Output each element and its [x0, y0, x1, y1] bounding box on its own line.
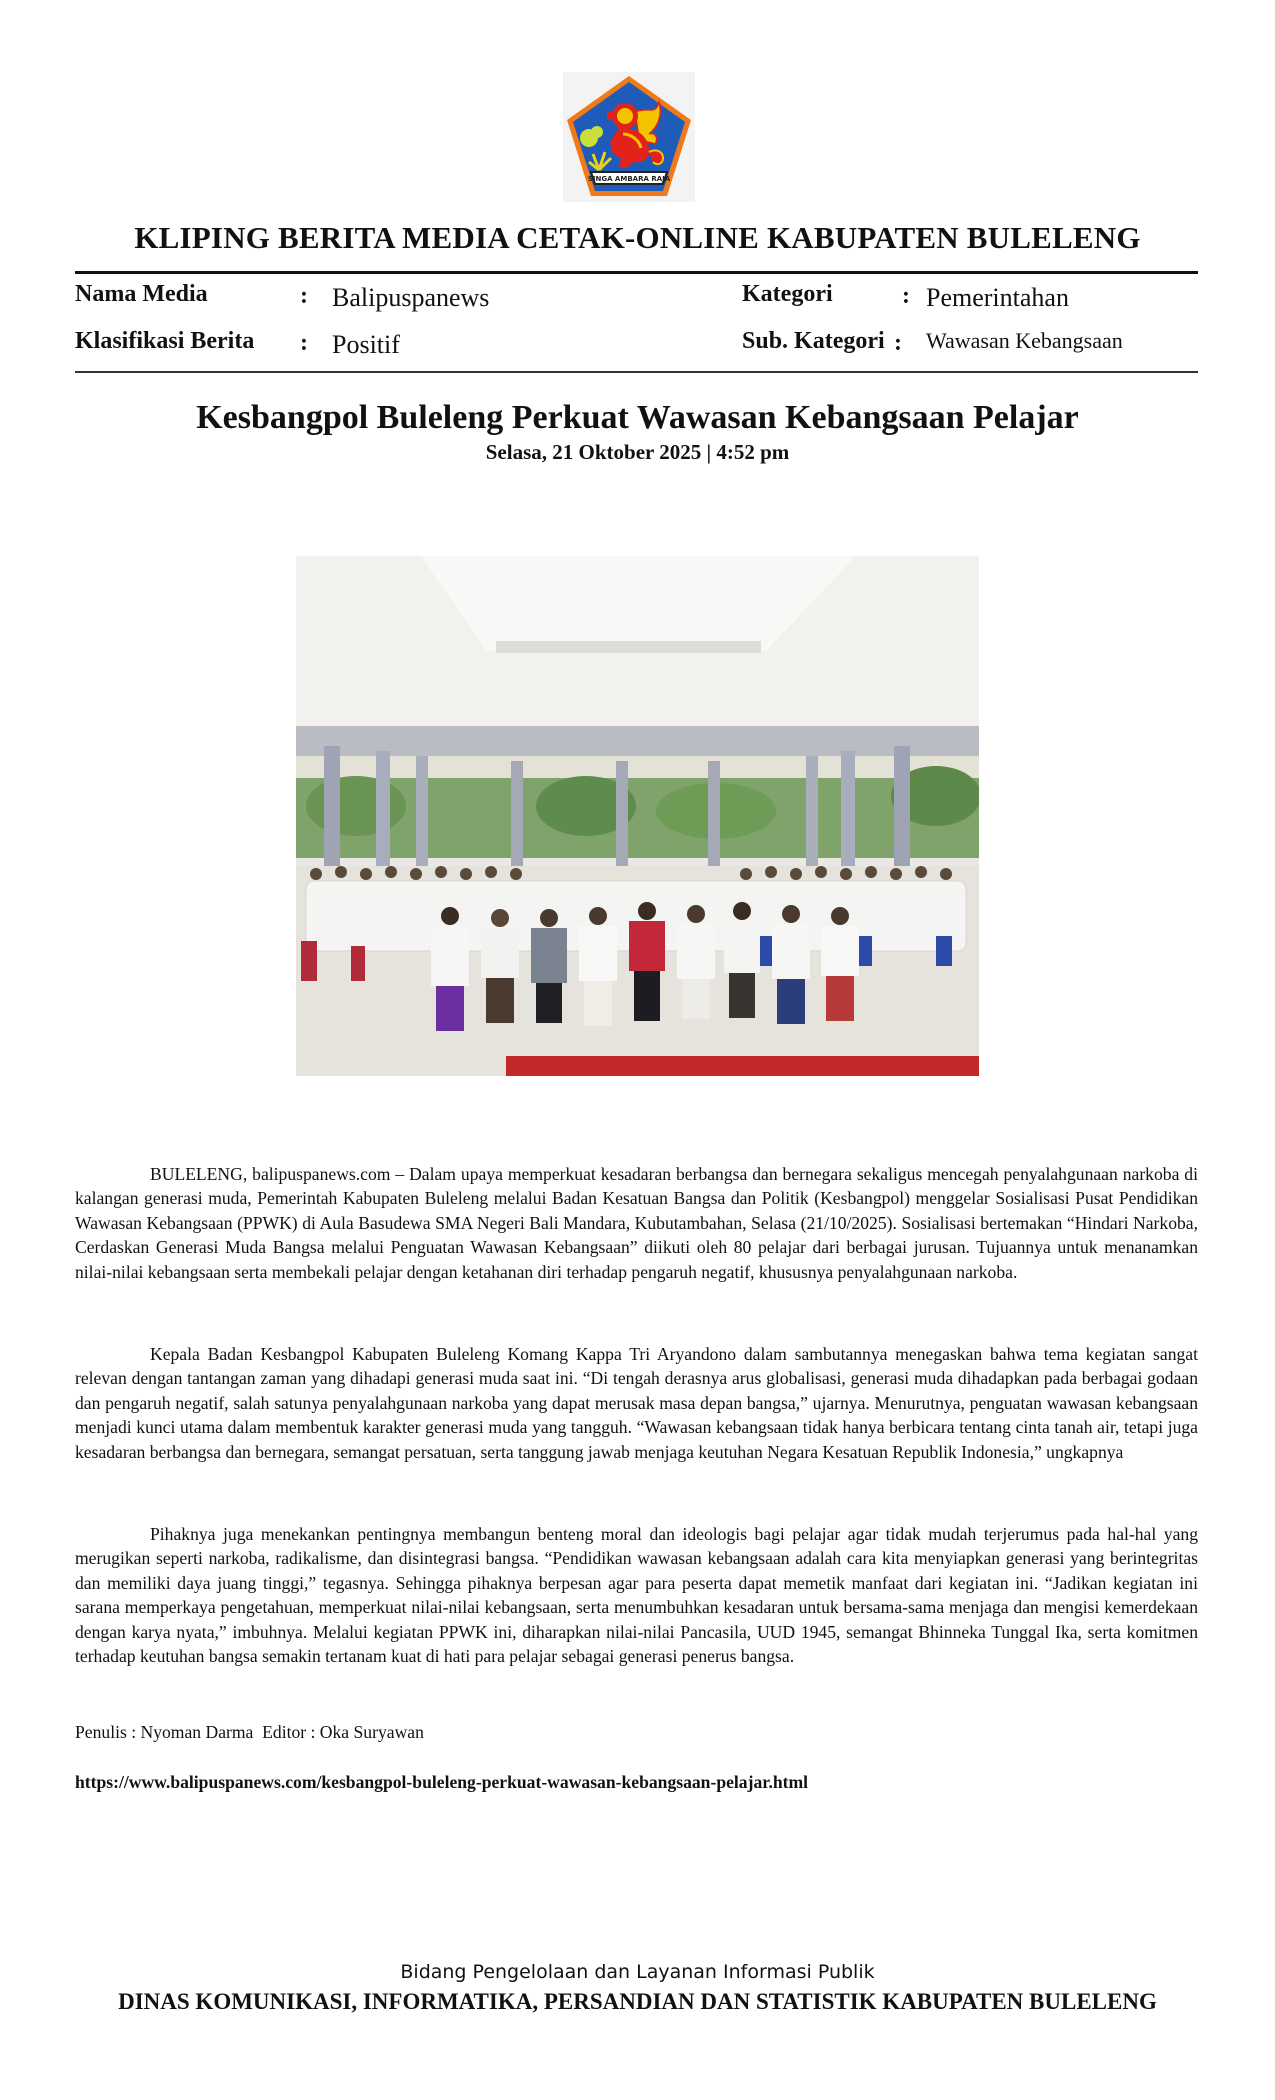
meta-colon: :	[894, 330, 902, 356]
meta-value-nama-media: Balipuspanews	[332, 283, 490, 312]
article-paragraph: BULELENG, balipuspanews.com – Dalam upaya memperkuat kesadaran berbangsa dan bernegara sekaligus mencegah penyalahgunaan narkoba di kalangan generasi muda, Pemerintah Kabupaten Buleleng melalui Badan Kesatuan Bangsa dan Politik (Kesbangpol) menggelar Sosialisasi Pusat Pendidikan Wawasan Kebangsaan (PPWK) di Aula Basudewa SMA Negeri Bali Mandara, Kubutambahan, Selasa (21/10/2025). Sosialisasi bertemakan “Hindari Narkoba, Cerdaskan Generasi Muda Bangsa melalui Penguatan Wawasan Kebangsaan” diikuti oleh 80 pelajar dari berbagai jurusan. Tujuannya untuk menanamkan nilai-nilai kebangsaan serta membekali pelajar dengan ketahanan diri terhadap pengaruh negatif, khususnya penyalahgunaan narkoba.	[75, 1164, 1198, 1282]
article-paragraph: Kepala Badan Kesbangpol Kabupaten Buleleng Komang Kappa Tri Aryandono dalam sambutannya menegaskan bahwa tema kegiatan sangat relevan dengan tantangan zaman yang dihadapi generasi muda saat ini. “Di tengah derasnya arus globalisasi, generasi muda dihadapkan pada berbagai godaan dan pengaruh negatif, salah satunya penyalahgunaan narkoba yang dapat merusak masa depan bangsa,” ujarnya. Menurutnya, penguatan wawasan kebangsaan menjadi kunci utama dalam membentuk karakter generasi muda yang tangguh. “Wawasan kebangsaan tidak hanya berbicara tentang cinta tanah air, tetapi juga kesadaran berbangsa dan bernegara, semangat persatuan, serta tanggung jawab menjaga keutuhan Negara Kesatuan Republik Indonesia,” ungkapnya	[75, 1344, 1198, 1462]
meta-colon: :	[300, 330, 308, 356]
meta-colon: :	[902, 283, 910, 309]
meta-label-sub-kategori: Sub. Kategori	[742, 328, 885, 354]
footer-agency: DINAS KOMUNIKASI, INFORMATIKA, PERSANDIAN DAN STATISTIK KABUPATEN BULELENG	[118, 1989, 1157, 2014]
meta-value-kategori: Pemerintahan	[926, 283, 1069, 312]
buleleng-regency-emblem-icon	[563, 72, 695, 202]
article-paragraph: Pihaknya juga menekankan pentingnya membangun benteng moral dan ideologis bagi pelajar agar tidak mudah terjerumus pada hal-hal yang merugikan seperti narkoba, radikalisme, dan disintegrasi bangsa. “Pendidikan wawasan kebangsaan adalah cara kita menyiapkan generasi yang berintegritas dan memiliki daya juang tinggi,” tegasnya. Sehingga pihaknya berpesan agar para peserta dapat memetik manfaat dari kegiatan ini. “Jadikan kegiatan ini sarana memperkaya pengetahuan, memperkuat nilai-nilai kebangsaan, serta menumbuhkan kesadaran untuk bersama-sama menjaga dan mengisi kemerdekaan dengan karya nyata,” imbuhnya. Melalui kegiatan PPWK ini, diharapkan nilai-nilai Pancasila, UUD 1945, semangat Bhinneka Tunggal Ika, serta komitmen terhadap keutuhan bangsa semakin tertanam kuat di hati para pelajar sebagai generasi penerus bangsa.	[75, 1524, 1198, 1667]
meta-value-klasifikasi: Positif	[332, 330, 400, 359]
article-credits: Penulis : Nyoman Darma Editor : Oka Suryawan	[75, 1722, 424, 1742]
footer-division: Bidang Pengelolaan dan Layanan Informasi Publik	[400, 1961, 875, 1983]
group-photo-image	[296, 556, 979, 1076]
meta-colon: :	[300, 283, 308, 309]
article-dateline: Selasa, 21 Oktober 2025 | 4:52 pm	[485, 440, 790, 464]
svg-text:SINGA AMBARA RAJA: SINGA AMBARA RAJA	[587, 175, 671, 183]
meta-label-kategori: Kategori	[742, 281, 833, 307]
meta-label-nama-media: Nama Media	[75, 281, 208, 307]
meta-value-sub-kategori: Wawasan Kebangsaan	[926, 328, 1123, 353]
header-divider-bottom	[75, 371, 1198, 373]
header-divider-top	[75, 271, 1198, 274]
document-title: KLIPING BERITA MEDIA CETAK-ONLINE KABUPATEN BULELENG	[134, 220, 1141, 255]
article-headline: Kesbangpol Buleleng Perkuat Wawasan Kebangsaan Pelajar	[196, 399, 1079, 436]
source-link[interactable]: https://www.balipuspanews.com/kesbangpol-buleleng-perkuat-wawasan-kebangsaan-pelajar.html	[75, 1772, 809, 1792]
meta-label-klasifikasi: Klasifikasi Berita	[75, 328, 255, 354]
